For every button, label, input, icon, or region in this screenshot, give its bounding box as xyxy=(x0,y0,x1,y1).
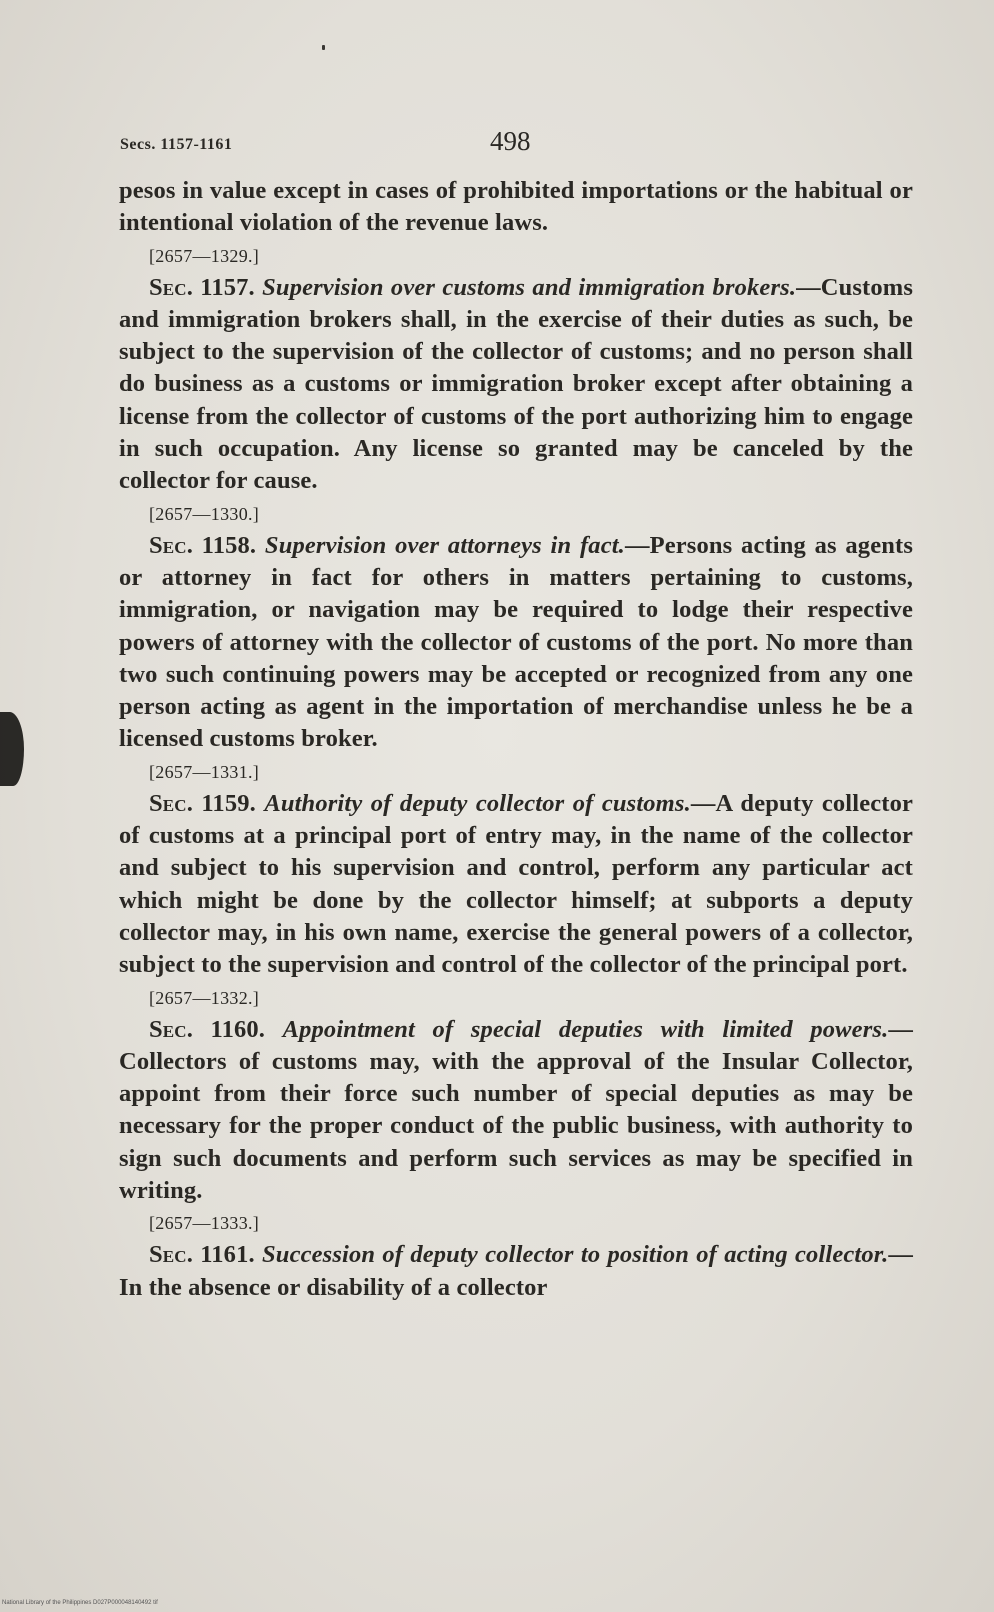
section-1161-text: —In the absence or disability of a collector xyxy=(119,1241,914,1301)
section-1160-label: Sec. 1160. xyxy=(149,1015,266,1043)
section-1159-label: Sec. 1159. xyxy=(149,789,256,817)
section-1158-reference: [2657—1330.] xyxy=(149,503,260,524)
section-1157-title: Supervision over customs and immigration brokers. xyxy=(262,273,797,301)
section-1157-text: —Customs and immigration brokers shall, in the exercise of their duties as such, be subject to the supervision of the collector of customs; and no person shall do business as a customs or immigration broker except after obtaining a license from the collector of customs of the port authorizing him to engage in such occupation. Any license so granted may be canceled by the collector for cause. xyxy=(119,273,913,495)
section-1157 xyxy=(119,272,913,498)
page-edge-blot xyxy=(0,712,24,786)
section-1161 xyxy=(119,1239,913,1304)
section-1160-reference: [2657—1332.] xyxy=(149,987,260,1008)
section-1161-reference: [2657—1333.] xyxy=(149,1213,260,1234)
page-number: 498 xyxy=(490,126,531,156)
section-1159-text: —A deputy collector of customs at a principal port of entry may, in the name of the collector and subject to his supervision and control, perform any particular act which might be done by the collector himself; at subports a deputy collector may, in his own name, exercise the general powers of a collector, subject to the supervision and control of the collector of the principal port. xyxy=(119,789,914,979)
section-1160 xyxy=(119,1014,913,1208)
section-1161-title: Succession of deputy collector to position of acting collector. xyxy=(262,1241,889,1269)
section-1161-label: Sec. 1161. xyxy=(149,1241,255,1269)
section-1159-title: Authority of deputy collector of customs. xyxy=(264,789,691,817)
section-1158-label: Sec. 1158. xyxy=(149,531,257,559)
section-1158-text: —Persons acting as agents or attorney in fact for others in matters pertaining to customs, immigration, or navigation may be required to lodge their respective powers of attorney with the collector of customs of the port. No more than two such continuing powers may be accepted or recognized from any one person acting as agent in the importation of merchandise unless he be a licensed customs broker. xyxy=(119,531,914,753)
section-1157-label: Sec. 1157. xyxy=(149,273,255,301)
section-1157-reference: [2657—1329.] xyxy=(149,245,260,266)
section-1159-reference: [2657—1331.] xyxy=(149,761,260,782)
section-1159 xyxy=(119,788,913,982)
running-head-sections: Secs. 1157-1161 xyxy=(120,136,233,153)
section-1158-title: Supervision over attorneys in fact. xyxy=(264,531,625,559)
section-1160-text: —Collectors of customs may, with the approval of the Insular Collector, appoint from their force such number of special deputies as may be necessary for the proper conduct of the public business, with authority to sign such documents and perform such services as may be specified in writing. xyxy=(119,1015,914,1205)
section-1158 xyxy=(119,530,913,756)
running-head xyxy=(120,126,912,160)
body-text xyxy=(119,175,913,1304)
scan-footer: National Library of the Philippines D027P000048140492 tif xyxy=(2,1600,158,1606)
continuation-paragraph: pesos in value except in cases of prohibited importations or the habitual or intentional violation of the revenue laws. xyxy=(119,177,913,237)
section-1160-title: Appointment of special deputies with limited powers. xyxy=(282,1015,889,1043)
ink-speck xyxy=(322,45,325,50)
